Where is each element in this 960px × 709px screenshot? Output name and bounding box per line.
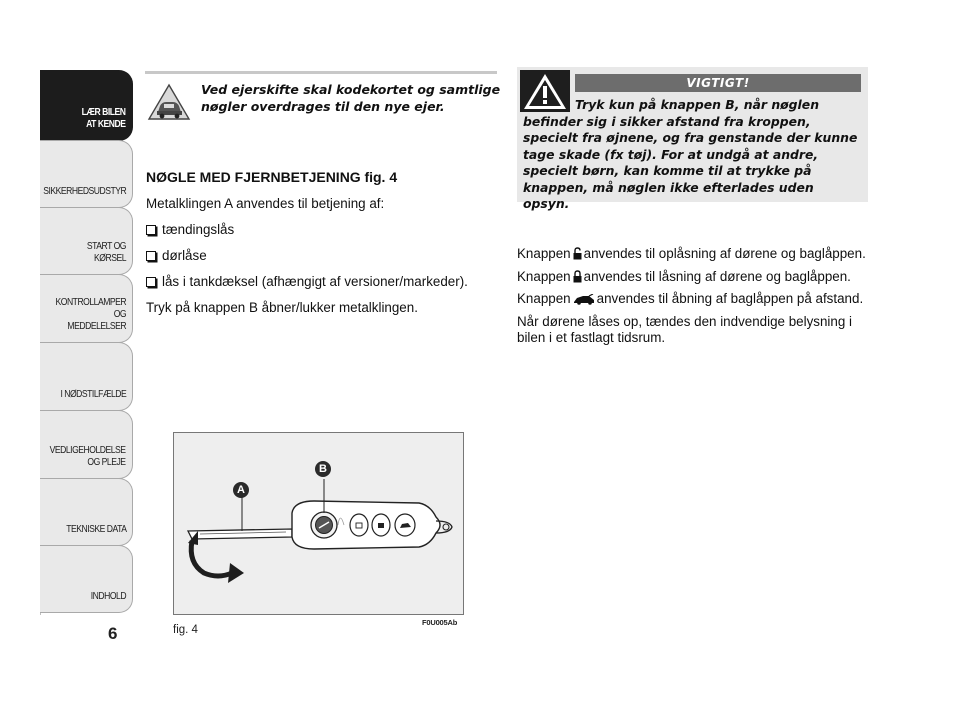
tab-label: KONTROLLAMPER OG MEDDELELSER <box>55 296 126 332</box>
tab-i-nodstilfaelde[interactable] <box>40 342 133 411</box>
list-item <box>146 272 491 292</box>
checkbox-bullet-icon <box>146 277 156 287</box>
ownership-note-text: Ved ejerskifte skal kodekortet og samtlige nøgler overdrages til den nye ejer. <box>201 82 501 114</box>
remote-buttons-text <box>517 246 867 353</box>
key-figure <box>173 432 464 615</box>
tab-laer-bilen-at-kende[interactable] <box>40 70 133 141</box>
tab-sikkerhedsudstyr[interactable] <box>40 140 133 208</box>
paragraph-lock <box>517 269 867 286</box>
important-box <box>517 67 868 211</box>
list-item-text: dørlåse <box>162 248 207 263</box>
tab-label: SIKKERHEDSUDSTYR <box>42 185 126 197</box>
column-top-rule <box>145 71 497 74</box>
important-header: VIGTIGT! <box>575 74 861 92</box>
tab-indhold[interactable] <box>40 545 133 613</box>
car-warning-icon <box>147 82 191 122</box>
tab-label: START OG KØRSEL <box>86 240 126 264</box>
remote-key-illustration <box>174 433 463 614</box>
tailgate-icon <box>573 294 595 305</box>
important-text: Tryk kun på knappen B, når nøglen befinder sig i sikker afstand fra kroppen, specielt fra øjnene, og fra genstande der kunne tage skade (fx tøj). For at undgå at andre, specielt børn, kan komme til at trykke på knappen, må nøglen ikke efterlades uden opsyn. <box>523 97 858 211</box>
section-title: NØGLE MED FJERNBETJENING <box>146 169 361 185</box>
paragraph-lighting: Når dørene låses op, tændes den indvendige belysning i bilen i et fastlagt tidsrum. <box>517 313 852 345</box>
tab-vedligeholdelse[interactable] <box>40 410 133 479</box>
chapter-tabs <box>40 70 133 612</box>
unlock-icon <box>573 247 582 260</box>
figure-label: fig. 4 <box>173 624 198 636</box>
checkbox-bullet-icon <box>146 225 156 235</box>
callout-b: B <box>315 461 331 477</box>
tab-tekniske-data[interactable] <box>40 478 133 546</box>
list-item-text: tændingslås <box>162 222 235 237</box>
tab-label: INDHOLD <box>90 590 126 602</box>
tab-start-og-korsel[interactable] <box>40 207 133 275</box>
lock-icon <box>573 270 582 283</box>
paragraph-text: anvendes til åbning af baglåppen på afstand. <box>596 291 864 306</box>
key-section <box>146 167 491 324</box>
ownership-note <box>145 80 500 124</box>
tab-label: TEKNISKE DATA <box>65 523 126 535</box>
paragraph-text: anvendes til oplåsning af dørene og baglåppen. <box>583 246 866 261</box>
paragraph-text: Knappen <box>517 291 571 306</box>
tab-label: LÆR BILEN AT KENDE <box>82 106 126 130</box>
list-item <box>146 246 491 266</box>
tab-kontrollamper[interactable] <box>40 274 133 343</box>
list-item <box>146 220 491 240</box>
paragraph-text: anvendes til låsning af dørene og baglåppen. <box>583 268 851 284</box>
figure-code: F0U005Ab <box>422 618 458 627</box>
paragraph-unlock <box>517 246 867 263</box>
tab-label: VEDLIGEHOLDELSE OG PLEJE <box>50 444 126 468</box>
section-outro: Tryk på knappen B åbner/lukker metalklingen. <box>146 300 418 315</box>
paragraph-text: Knappen <box>517 268 571 284</box>
tab-label: I NØDSTILFÆLDE <box>60 388 126 400</box>
section-intro: Metalklingen A anvendes til betjening af: <box>146 196 385 211</box>
checkbox-bullet-icon <box>146 251 156 261</box>
paragraph-text: Knappen <box>517 246 571 261</box>
paragraph-tailgate <box>517 291 867 308</box>
section-fig-ref: fig. 4 <box>364 169 398 185</box>
callout-a: A <box>233 482 249 498</box>
page-number: 6 <box>108 624 118 643</box>
list-item-text: lås i tankdæksel (afhængigt af versioner/markeder). <box>162 274 468 289</box>
